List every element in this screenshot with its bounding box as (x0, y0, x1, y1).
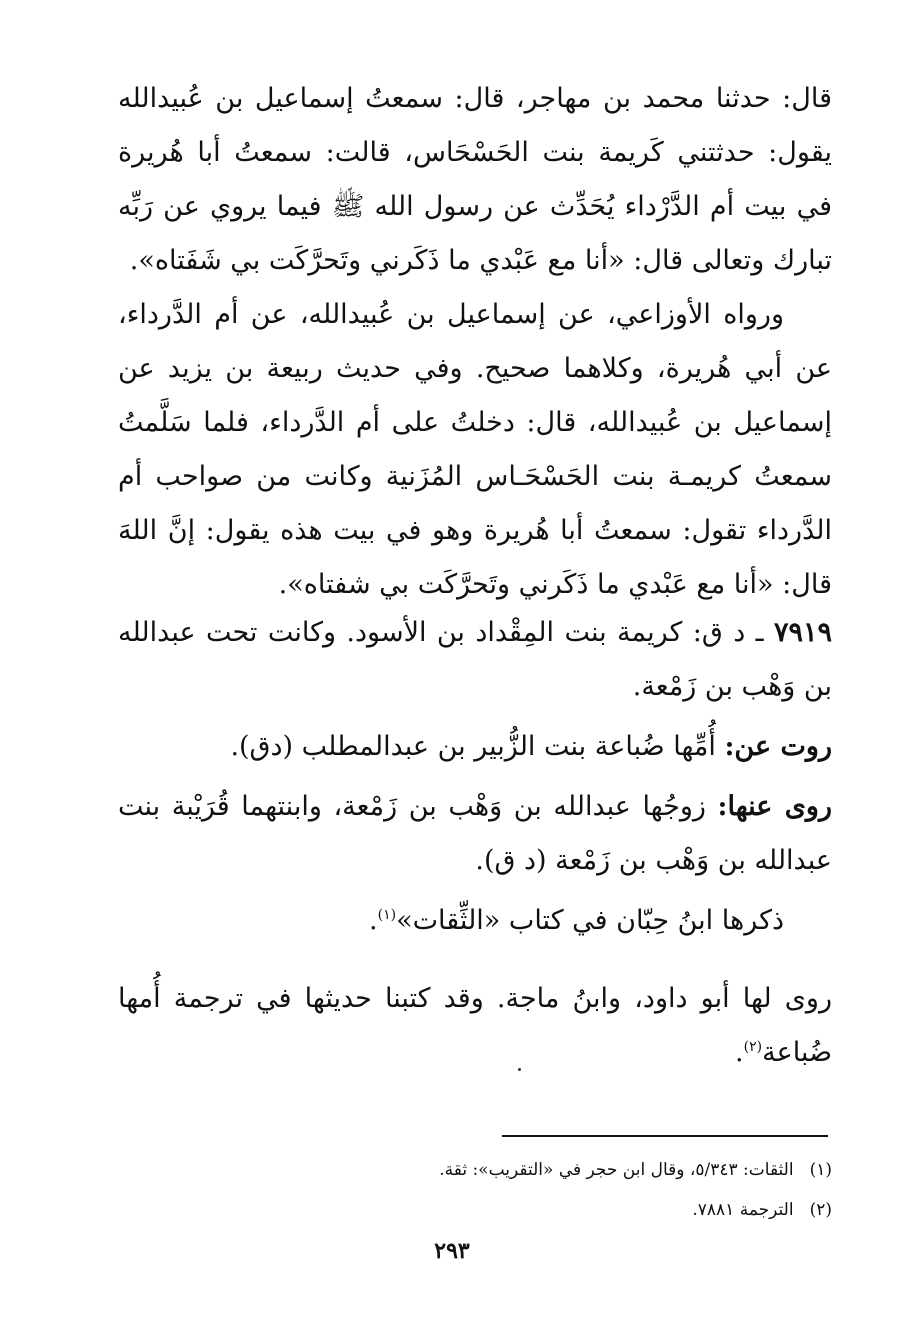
footnote-item (118, 1190, 832, 1230)
footnote-divider (502, 1135, 828, 1137)
footnote-text: الترجمة ٧٨٨١. (692, 1200, 794, 1220)
entry-number: ٧٩١٩ (773, 617, 832, 648)
biography-entry-heading (118, 606, 832, 714)
narrated-by-text: زوجُها عبدالله بن وَهْب بن زَمْعة، وابنتهما قُرَيْبة بنت عبدالله بن وَهْب بن زَمْعة (د ق). (118, 791, 832, 876)
paragraph-hadith-chain (118, 72, 832, 288)
paragraph-narration-variants (118, 288, 832, 612)
footnote-number: (١) (809, 1160, 832, 1180)
footnote-item (118, 1150, 832, 1190)
narrated-from-text: أُمِّها ضُباعة بنت الزُّبير بن عبدالمطلب (دق). (230, 731, 716, 762)
footnote-number: (٢) (809, 1200, 832, 1220)
sentence-end: . (369, 905, 378, 936)
narrators-paragraph (118, 972, 832, 1080)
paragraph-text: ذكرها ابنُ حِبّان في كتاب «الثِّقات» (396, 905, 784, 936)
stray-dot (518, 1068, 521, 1071)
sentence-end: . (735, 1037, 744, 1068)
narrated-by-label: روى عنها: (717, 791, 833, 822)
narrated-from-label: روت عن: (724, 731, 832, 762)
footnote-text: الثقات: ٥/٣٤٣، وقال ابن حجر في «التقريب»: ثقة. (439, 1160, 794, 1180)
narrated-from-line (118, 720, 832, 774)
paragraph-text: ورواه الأوزاعي، عن إسماعيل بن عُبيدالله، عن أم الدَّرداء، عن أبي هُريرة، وكلاهما صحيح. وفي حديث ربيعة بن يزيد عن إسماعيل بن عُبيدالله، قال: دخلتُ على أم الدَّرداء، فلما سَلَّمتُ سمعتُ كريمـة بنت الحَسْحَـاس المُزَنية وكانت من صواحب أم الدَّرداء تقول: سمعتُ أبا هُريرة وهو في بيت هذه يقول: إنَّ اللهَ قال: «أنا مع عَبْدي ما ذَكَرني وتَحرَّكَت بي شفتاه». (118, 299, 832, 600)
footnotes (118, 1150, 832, 1230)
paragraph-text: روى لها أبو داود، وابنُ ماجة. وقد كتبنا حديثها في ترجمة أُمها ضُباعة (118, 983, 832, 1068)
ibn-hibban-mention (118, 894, 832, 948)
narrated-by-line (118, 780, 832, 888)
footnote-ref[interactable]: (٢) (743, 1039, 763, 1055)
paragraph-text: قال: حدثنا محمد بن مهاجر، قال: سمعتُ إسماعيل بن عُبيدالله يقول: حدثتني كَريمة بنت الحَسْحَاس، قالت: سمعتُ أبا هُريرة في بيت أم الدَّرْداء يُحَدِّث عن رسول الله ﷺ فيما يروي عن رَبِّه تبارك وتعالى قال: «أنا مع عَبْدي ما ذَكَرني وتَحرَّكَت بي شَفَتاه». (118, 83, 832, 276)
page-number: ٢٩٣ (434, 1238, 470, 1264)
entry-text: ـ د ق: كريمة بنت المِقْداد بن الأسود. وكانت تحت عبدالله بن وَهْب بن زَمْعة. (118, 617, 832, 702)
footnote-ref[interactable]: (١) (377, 907, 397, 923)
